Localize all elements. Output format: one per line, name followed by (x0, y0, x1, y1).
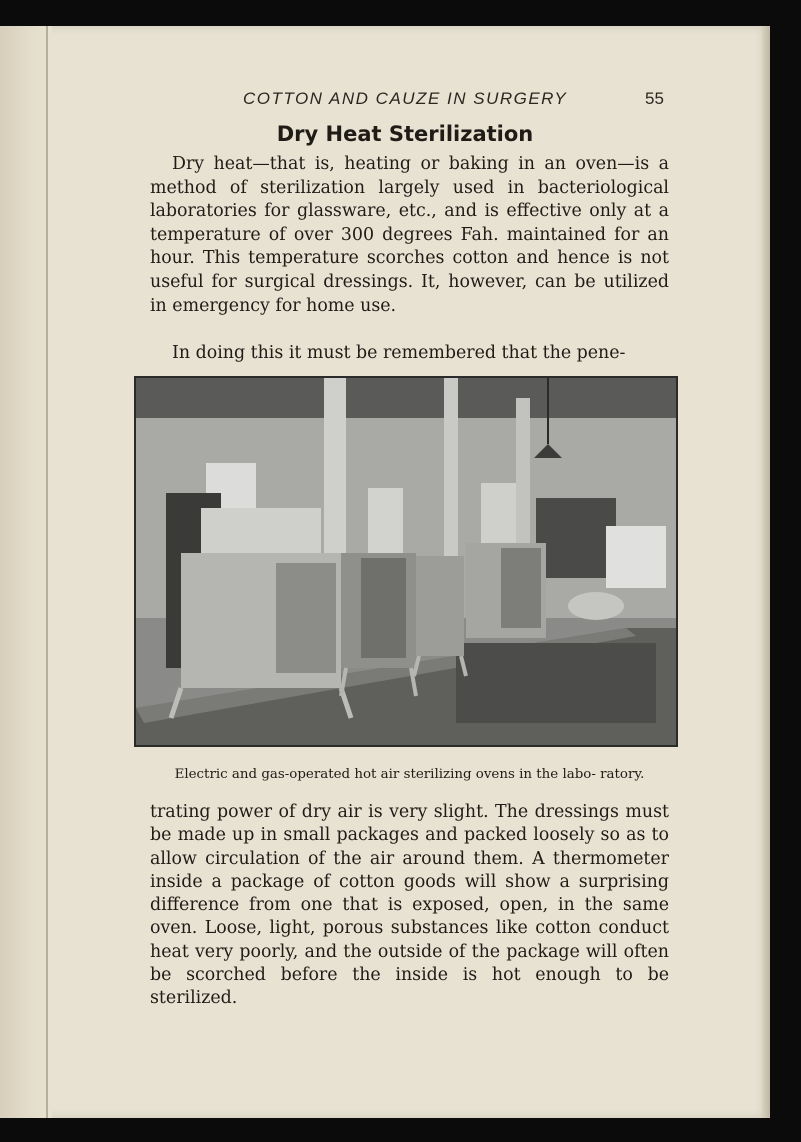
paragraph-dry-heat: Dry heat—that is, heating or baking in an oven—is a method of sterilization largely used in bacteriological laboratories for glassware, etc., and is effective only at a temperature of over 300 degrees Fah. maintained for an hour. This temperature scorches cotton and hence is not useful for surgical dressings. It, however, can be utilized in emergency for home use. (150, 154, 669, 316)
figure-photo-sterilizing-ovens (134, 376, 678, 747)
binding-line (46, 26, 48, 1118)
page-edge (762, 26, 770, 1118)
paragraph-penetration-continued: trating power of dry air is very slight. The dressings must be made up in small packages and packed loosely so as to allow circulation of the air around them. A thermometer inside a package of cotton goods will show a surprising difference from one that is exposed, open, in the same oven. Loose, light, porous substances like cotton conduct heat very poorly, and the outside of the package will often be scorched before the inside is hot enough to be sterilized. (150, 802, 669, 1009)
page-number: 55 (645, 89, 664, 108)
paragraph-penetration-start: In doing this it must be remembered that the pene- (172, 343, 626, 363)
running-head-title: COTTON AND CAUZE IN SURGERY (243, 89, 568, 108)
running-head (0, 89, 770, 113)
figure-caption: Electric and gas-operated hot air sterilizing ovens in the labo- ratory. (174, 767, 645, 782)
page-gutter (0, 26, 52, 1118)
section-title: Dry Heat Sterilization (276, 122, 534, 146)
